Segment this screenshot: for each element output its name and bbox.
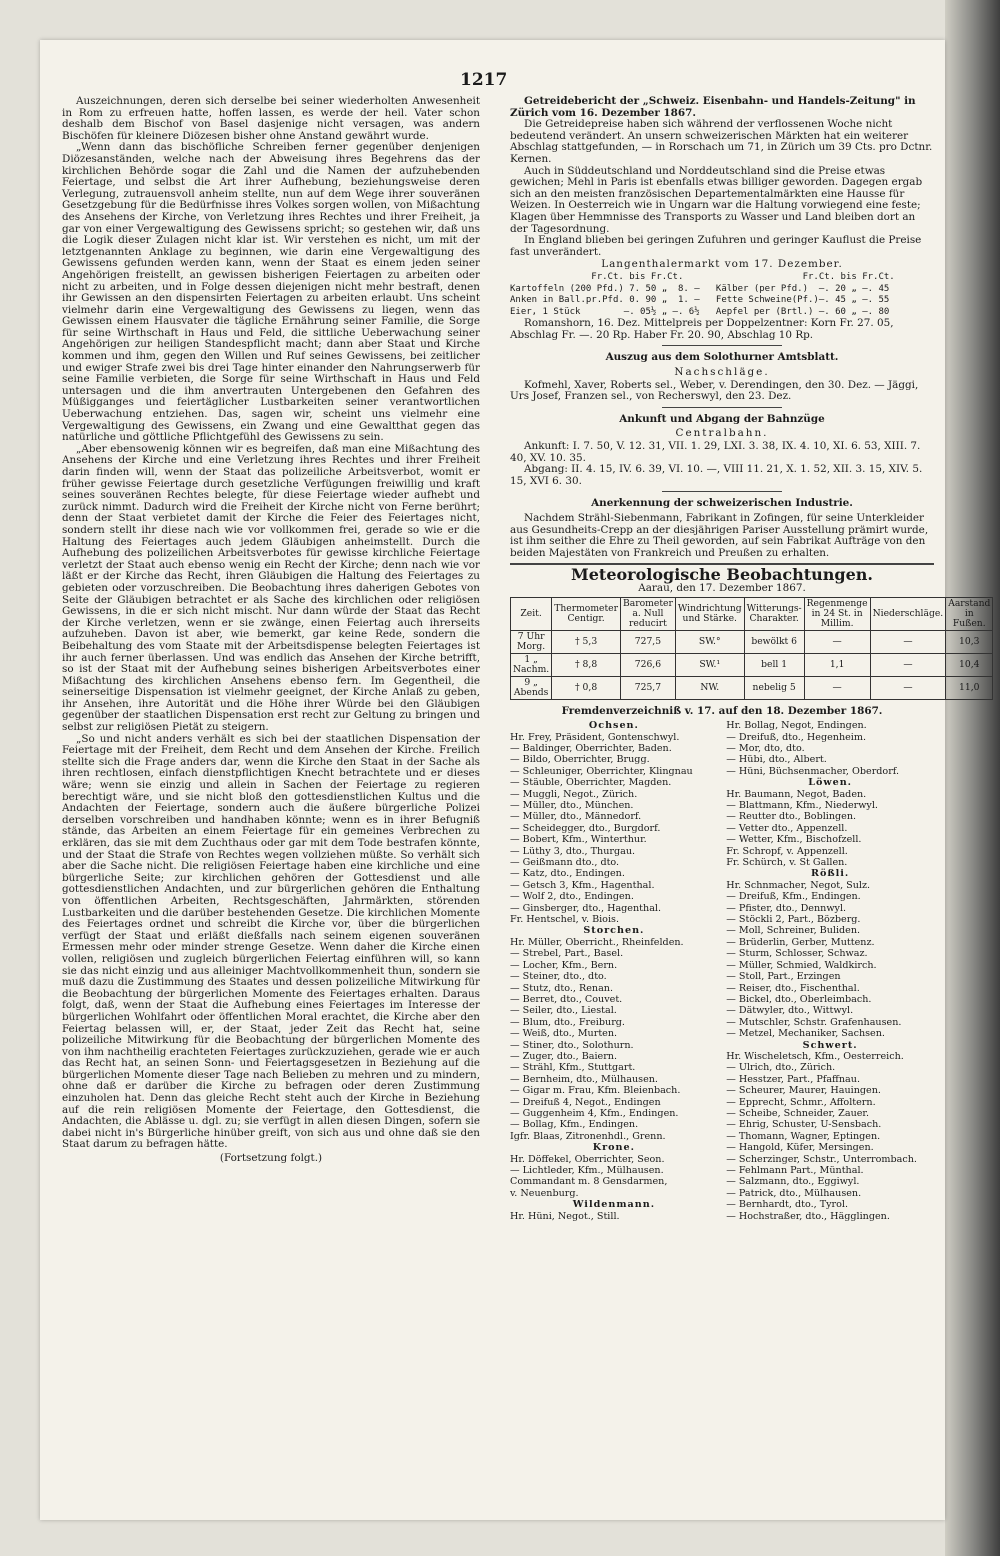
guest-entry: Hr. Frey, Präsident, Gontenschwyl. [510,731,680,743]
guest-entry: — Katz, dto., Endingen. [510,868,625,880]
meteo-row [511,653,993,676]
meteo-cell: — [804,630,870,653]
meteo-cell: 9 „ Abends [511,676,552,699]
guest-entry: — Bernheim, dto., Mülhausen. [510,1073,658,1085]
meteo-cell: 7 Uhr Morg. [511,630,552,653]
meteo-cell: SW.¹ [675,653,744,676]
section-divider [662,491,782,492]
guest-entry: Hr. Döffekel, Oberrichter, Seon. [510,1153,665,1165]
guest-entry: — Geißmann dto., dto. [510,857,620,869]
article-paragraph: „Wenn dann das bischöfliche Schreiben ferner gegenüber denjenigen Diözesanständen, welche nach der Abweisung ihres Begehrens das der kirchlichen Behörde sogar die Zahl und die Namen der aufzuhebenden Feiertage, und selbst die Art ihrer Aufhebung, beziehungsweise deren Verlegung, zutrauensvoll anheim stellte, nun auf dem Wege ihrer souveränen Gesetzgebung für die Bedürfnisse ihres Volkes sorgen wollen, von Mißachtung des Ansehens der Kirche, von Verletzung ihres Rechtes und ihrer Freiheit, ja gar von einer Vergewaltigung des Gewissens spricht; so gestehen wir, daß uns die Logik dieser Zulagen nicht klar ist. Wir verstehen es nicht, um mit der letztgenannten Anklage zu beginnen, wie darin eine Vergewaltigung des Gewissens gefunden werden kann, wenn der Staat es einem jeden seiner Angehörigen freistellt, an gewissen bisherigen Feiertagen zu arbeiten oder nicht zu arbeiten, und in Folge dessen diejenigen nicht mehr bestraft, denen ihr Gewissen an den dispensirten Feiertagen zu arbeiten erlaubt. Uns scheint vielmehr darin eine Vergewaltigung des Gewissens zu liegen, wenn das Gewissen einem Hausvater die tägliche Ernährung seiner Familie, die Sorge für seine Wirthschaft in Haus und Feld, die sittliche Ueberwachung seiner Angehörigen zur heiligen Standespflicht macht; dann aber Staat und Kirche kommen und ihm, gegen den Willen und Ruf seines Gewissens, bei zeitlicher und ewiger Strafe zwei bis drei Tage hinter einander den Nahrungserwerb für seine Familie verbieten, die Sorge für seine Wirthschaft in Haus und Feld untersagen und die ihm anvertrauten Untergebenen den Gefahren des Müßigganges und feiertäglicher Lustbarkeiten seiner verantwortlichen Ueberwachung entziehen. Das, sagen wir, scheint uns vielmehr eine Vergewaltigung des Gewissens, ein Zwang und eine Gewaltthat gegen das natürliche und göttliche Pflichtgefühl des Gewissens zu sein. [62,141,480,444]
guest-entry: — Mutschler, Schstr. Grafenhausen. [726,1016,902,1028]
grain-paragraph: Auch in Süddeutschland und Norddeutschland sind die Preise etwas gewichen; Mehl in Paris ist ebenfalls etwas billiger geworden. Dagegen ergab sich an den meisten französischen Departementalmärkten eine Hausse für Weizen. In Oesterreich wie in Ungarn war die Haltung vorwiegend eine feste; Klagen über Hemmnisse des Transports zu Wasser und Land bleiben dort an der Tagesordnung. [510,164,923,235]
guest-entry: — Fehlmann Part., Münthal. [726,1165,864,1176]
langenthal-market [510,259,934,341]
meteo-header-cell: Regenmenge in 24 St. in Millim. [804,597,870,630]
guest-entry: — Epprecht, Schmr., Affoltern. [726,1096,876,1108]
guest-entry: — Seiler, dto., Liestal. [510,1005,617,1017]
amtsblatt-title: Auszug aus dem Solothurner Amtsblatt. [605,351,839,364]
guest-entry: — Stutz, dto., Renan. [510,982,614,994]
meteo-cell: 10,3 [946,630,993,653]
page-number: 1217 [460,70,508,90]
guest-entry: — Blum, dto., Freiburg. [510,1016,625,1028]
guest-entry: — Lüthy 3, dto., Thurgau. [510,845,636,857]
guest-entry: Hr. Wischeletsch, Kfm., Oesterreich. [726,1050,904,1062]
meteo-header-cell: Thermometer Centigr. [552,597,621,630]
guest-entry: Hr. Schnmacher, Negot, Sulz. [726,879,871,891]
guest-entry: — Bobert, Kfm., Winterthur. [510,834,647,846]
guest-entry: — Sturm, Schlosser, Schwaz. [726,948,868,960]
article-paragraph: „So und nicht anders verhält es sich bei der staatlichen Dispensation der Feiertage mit der Freiheit, dem Recht und dem Ansehen der Kirche. Freilich stellte sich die Frage anders dar, wenn die Kirche den Staat in der Sache als ihren rechtlosen, einfach dienstpflichtigen Knecht betrachtete und er dieses wäre; wenn sie einzig und allein in Sachen der Feiertage zu regieren berechtigt wäre, und sie nicht bloß den gottesdienstlichen Kultus und die Andachten der Feiertage, sondern auch die äußere bürgerliche Polizei derselben vorschreiben und handhaben könnte; wenn es in ihrer Befugniß stände, das Arbeiten an einem Feiertage für ein gemeines Verbrechen zu erklären, das sie mit dem Zuchthaus oder gar mit dem Tode bestrafen könnte, und der Staat die Strafe von Rechtes wegen vollziehen müßte. So verhält sich aber die Sache nicht. Die religiösen Feiertage haben eine kirchliche und eine bürgerliche Seite; zur kirchlichen gehören der Gottesdienst und alle gottesdienstlichen Andachten, und zur bürgerlichen gehören die Enthaltung von öffentlichen Arbeiten, Rechtsgeschäften, Jahrmärkten, störenden Lustbarkeiten und die darüber bestehenden Gesetze. Die kirchlichen Momente des Feiertages ordnet und schreibt die Kirche vor, über die bürgerlichen verfügt der Staat und erläßt dießfalls nach seinem eigenen souveränen Ermessen mehr oder minder strenge Gesetze. Wenn daher die Kirche einen vollen, religiösen und zugleich bürgerlichen Feiertag einführen will, so kann sie das nicht einzig und aus alleiniger Machtvollkommenheit thun, sondern sie muß dazu die Zustimmung des Staates und dessen polizeiliche Mitwirkung für die Beobachtung der bürgerlichen Momente des Feiertages erhalten. Daraus folgt, daß, wenn der Staat die Aufhebung eines Feiertages im Interesse der bürgerlichen Wohlfahrt oder öffentlichen Moral erachtet, die Kirche aber den Feiertag belassen will, er, der Staat, jeder Zeit das Recht hat, seine polizeiliche Mitwirkung für die Beobachtung der bürgerlichen Momente des von ihm nachtheilig erachteten Feiertages zurückzuziehen, gerade wie er auch das Recht hat, an seinen Sonn- und Feiertagsgesetzen in Beziehung auf die bürgerlichen Momente dieser Tage nach Belieben zu mehren und zu mindern, ohne daß er darüber die Kirche zu befragen oder deren Zustimmung einzuholen hat. Denn das gleiche Recht steht auch der Kirche in Beziehung auf die rein religiösen Momente der Feiertage, den Gottesdienst, die Andachten, die Ablässe u. dgl. zu; sie verfügt in allen diesen Dingen, sofern sie dabei nicht in's Bürgerliche hinüber greift, von sich aus und ohne daß sie den Staat darum zu befragen hätte. [62,732,480,1151]
guest-entry: — Scheibe, Schneider, Zauer. [726,1107,870,1119]
meteo-cell: 1 „ Nachm. [511,653,552,676]
meteo-cell: SW.° [675,630,744,653]
industry-title: Anerkennung der schweizerischen Industrie. [591,497,853,510]
article-paragraph: „Aber ebensowenig können wir es begreifen, daß man eine Mißachtung des Ansehens der Kirche und eine Verletzung ihres Rechtes und ihrer Freiheit darin finden will, wenn der Staat das polizeiliche Arbeitsverbot, womit er früher gewisse Feiertage durch gesetzliche Verfügungen freiwillig und kraft seines souveränen Rechtes belegte, für diese Feiertage wieder aufhebt und zurück nimmt. Dadurch wird die Freiheit der Kirche nicht von Ferne berührt; denn der Staat verbietet damit der Kirche die Feier des Feiertages nicht, sondern stellt ihr diese nach wie vor vollkommen frei, gerade so wie er die Haltung des Feiertages auch jedem Gläubigen anheimstellt. Durch die Aufhebung des polizeilichen Arbeitsverbotes für gewisse kirchliche Feiertage verletzt der Staat auch ebenso wenig ein Recht der Kirche; denn nach wie vor läßt er der Kirche das Recht, ihren Gläubigen die Haltung des Feiertages zu gebieten oder vorzuschreiben. Die Beobachtung ihres daherigen Gebotes von Seite der Gläubigen betrachtet er als Sache des kirchlichen oder religiösen Gewissens, in die er sich nicht mischt. Nur dann würde der Staat das Recht der Kirche verletzen, wenn er sie zwänge, einen Feiertag auch ihrerseits aufzuheben. Davon ist aber, wie bemerkt, gar keine Rede, sondern die Beibehaltung des vom Staate mit der Arbeitsdispense belegten Feiertages ist ihr auch ferner überlassen. Und was endlich das Ansehen der Kirche betrifft, so ist der Staat mit der Aufhebung seines bisherigen Arbeitsverbotes einer Mißachtung des kirchlichen Ansehens ebenso fern. Im Gegentheil, die seinerseitige Dispensation ist vielmehr geeignet, der Kirche Anlaß zu geben, ihr Ansehen, ihre Autorität und die Höhe ihrer Würde bei den Gläubigen gegenüber der staatlichen Dispensation erst recht zur Geltung zu bringen und selbst zur religiösen Pietät zu steigern. [62,442,480,734]
amtsblatt-text: Kofmehl, Xaver, Roberts sel., Weber, v. Derendingen, den 30. Dez. — Jäggi, Urs Josef, Franzen sel., von Recherswyl, den 23. Dez. [510,378,919,403]
guest-entry: Igfr. Blaas, Zitronenhdl., Grenn. [510,1130,666,1142]
guest-entry: — Hüni, Büchsenmacher, Oberdorf. [726,765,900,777]
guest-entry: — Getsch 3, Kfm., Hagenthal. [510,879,655,891]
hotel-name: Ochsen. [588,720,639,732]
langenthal-row: Eier, 1 Stück —. 05½ „ —. 6½ Aepfel per (Brtl.) —. 60 „ —. 80 [510,306,890,317]
hotel-name: Krone. [592,1142,635,1154]
guest-entry: — Gigar m. Frau, Kfm. Bleienbach. [510,1085,681,1097]
guest-entry: — Muggli, Negot., Zürich. [510,788,638,800]
guest-entry: — Müller, dto., Männedorf. [510,811,642,823]
meteo-cell: — [870,676,946,699]
meteo-cell: — [804,676,870,699]
guest-entry: — Dätwyler, dto., Wittwyl. [726,1005,854,1017]
meteo-row [511,676,993,699]
guest-entry: — Bickel, dto., Oberleimbach. [726,993,872,1005]
right-column [510,95,991,1496]
industry-text: Nachdem Strähl-Siebenmann, Fabrikant in Zofingen, für seine Unterkleider aus Gesundheits-Crepp an der diesjährigen Pariser Ausstellung prämirt wurde, ist ihm seither die Ehre zu Theil geworden, auf sein Fabrikat Aufträge von den beiden Majestäten von Frankreich und Preußen zu erhalten. [510,512,929,559]
guest-entry: — Locher, Kfm., Bern. [510,959,618,971]
guest-entry: Fr. Schürch, v. St Gallen. [726,857,848,869]
guest-entry: Commandant m. 8 Gensdarmen, [510,1176,668,1188]
meteo-header-cell: Witterungs-Charakter. [744,597,804,630]
langenthal-row: Kartoffeln (200 Pfd.) 7. 50 „ 8. — Kälber (per Pfd.) —. 20 „ —. 45 [510,283,890,294]
train-schedule-title: Ankunft und Abgang der Bahnzüge [619,412,825,425]
article-paragraph: Auszeichnungen, deren sich derselbe bei seiner wiederholten Anwesenheit in Rom zu erfreuen hatte, hoffen lassen, es werde der heil. Vater schon deshalb dem Bischof von Basel dasjenige nicht versagen, was andern Bischöfen für kleinere Diözesen bisher ohne Anstand gewährt wurde. [62,95,480,142]
meteo-header-cell: Aarstand in Fußen. [946,597,993,630]
guest-entry: — Scheurer, Maurer, Hauingen. [726,1085,881,1097]
meteo-header-cell: Barometer a. Null reducirt [621,597,676,630]
continuation-note: (Fortsetzung folgt.) [219,1152,323,1165]
hotel-name: Storchen. [583,925,645,937]
guest-entry: — Wetter, Kfm., Bischofzell. [726,834,862,846]
meteo-row [511,630,993,653]
guest-entry: — Scherzinger, Schstr., Unterrombach. [726,1153,917,1165]
meteo-cell: 10,4 [946,653,993,676]
guest-entry: — Weiß, dto., Murten. [510,1028,618,1040]
meteo-cell: 11,0 [946,676,993,699]
guest-entry: — Wolf 2, dto., Endingen. [510,891,634,903]
train-schedule-subtitle: Centralbahn. [675,427,769,440]
guest-entry: — Brüderlin, Gerber, Muttenz. [726,936,875,948]
guest-entry: — Müller, Schmied, Waldkirch. [726,959,877,971]
guest-entry: — Reutter dto., Boblingen. [726,811,857,823]
guest-entry: — Reiser, dto., Fischenthal. [726,982,860,994]
guest-entry: Hr. Müller, Oberricht., Rheinfelden. [510,936,684,948]
guest-entry: — Schleuniger, Oberrichter, Klingnau [510,765,693,777]
meteo-cell: 727,5 [621,630,676,653]
meteo-cell: † 5,3 [552,630,621,653]
hotel-name: Rößli. [810,868,850,880]
guest-entry: — Bernhardt, dto., Tyrol. [726,1199,849,1211]
guest-entry: — Ginsberger, dto., Hagenthal. [510,902,662,914]
guest-entry: — Metzel, Mechaniker, Sachsen. [726,1028,885,1040]
train-departures: Abgang: II. 4. 15, IV. 6. 39, VI. 10. —, VIII 11. 21, X. 1. 52, XII. 3. 15, XIV. 5. 15, XVI 6. 30. [510,463,923,487]
langenthal-title: Langenthalermarkt vom 17. Dezember. [601,258,843,271]
meteo-cell: — [870,630,946,653]
left-column-article [62,96,480,1486]
grain-report-title: Getreidebericht der „Schweiz. Eisenbahn- und Handels-Zeitung" in Zürich vom 16. Dezember 1867. [510,95,916,119]
meteo-cell: 1,1 [804,653,870,676]
guest-entry: — Bildo, Oberrichter, Brugg. [510,754,650,766]
section-divider [662,407,782,408]
guest-entry: — Salzmann, dto., Eggiwyl. [726,1176,860,1188]
guest-entry: — Scheidegger, dto., Burgdorf. [510,822,661,834]
meteo-cell: 725,7 [621,676,676,699]
guest-entry: — Pfister, dto., Dennwyl. [726,902,847,914]
guest-entry: — Hangold, Küfer, Mersingen. [726,1142,874,1154]
meteo-cell: nebelig 5 [744,676,804,699]
guest-entry: — Hübi, dto., Albert. [726,754,827,766]
newspaper-page [40,40,991,1520]
guest-entry: — Mor, dto, dto. [726,742,805,754]
meteo-cell: † 0,8 [552,676,621,699]
train-arrivals: Ankunft: I. 7. 50, V. 12. 31, VII. 1. 29, LXI. 3. 38, IX. 4. 10, XI. 6. 53, XIII. 7. 40, XV. 10. 35. [510,440,921,464]
guest-entry: Hr. Bollag, Negot, Endingen. [726,720,867,732]
meteo-cell: bell 1 [744,653,804,676]
hotel-name: Löwen. [808,777,853,789]
meteo-cell: — [870,653,946,676]
guest-entry: — Müller, dto., München. [510,800,634,811]
guest-list [510,720,934,1222]
guest-entry: — Vetter dto., Appenzell. [726,822,848,834]
guest-entry: — Ulrich, dto., Zürich. [726,1062,836,1074]
guest-list-title: Fremdenverzeichniß v. 17. auf den 18. Dezember 1867. [561,704,883,717]
meteo-cell: NW. [675,676,744,699]
grain-paragraph: In England blieben bei geringen Zufuhren und geringer Kauflust die Preise fast unverändert. [510,234,922,258]
guest-entry: — Patrick, dto., Mülhausen. [726,1187,862,1199]
meteo-cell: bewölkt 6 [744,630,804,653]
meteo-header-cell: Niederschläge. [870,597,946,630]
guest-entry: — Thomann, Wagner, Eptingen. [726,1130,881,1142]
guest-entry: — Stoll, Part., Erzingen [726,971,841,983]
guest-entry: — Hochstraßer, dto., Hägglingen. [726,1210,890,1222]
guest-entry: — Moll, Schreiner, Buliden. [726,925,861,937]
guest-entry: Fr. Schropf, v. Appenzell. [726,845,848,857]
guest-entry: — Stöckli 2, Part., Bözberg. [726,914,861,926]
amtsblatt-subtitle: Nachschläge. [674,366,770,379]
hotel-name: Wildenmann. [572,1199,656,1211]
meteo-subtitle: Aarau, den 17. Dezember 1867. [638,581,806,594]
guest-entry: — Dreifuß, dto., Hegenheim. [726,731,867,743]
guest-entry: v. Neuenburg. [510,1187,579,1199]
guest-entry: — Berret, dto., Couvet. [510,993,623,1005]
guest-entry: — Zuger, dto., Baiern. [510,1050,618,1062]
langenthal-row: Anken in Ball.pr.Pfd. 0. 90 „ 1. — Fette Schweine(Pf.)—. 45 „ —. 55 [510,295,890,306]
meteo-title: Meteorologische Beobachtungen. [571,565,873,585]
guest-entry: Fr. Hentschel, v. Biois. [510,914,620,926]
guest-list-column [726,720,934,1222]
book-binding-edge [945,0,1000,1556]
meteo-cell: † 8,8 [552,653,621,676]
guest-entry: — Ehrig, Schuster, U-Sensbach. [726,1119,882,1131]
hotel-name: Schwert. [802,1039,858,1051]
section-divider [662,345,782,346]
guest-entry: Hr. Hüni, Negot., Still. [510,1210,620,1222]
guest-list-column [510,720,718,1222]
guest-entry: — Strähl, Kfm., Stuttgart. [510,1062,636,1074]
guest-entry: — Dreifuß 4, Negot., Endingen [510,1096,661,1108]
guest-entry: — Strebel, Part., Basel. [510,948,624,960]
grain-paragraph: Die Getreidepreise haben sich während der verflossenen Woche nicht bedeutend verändert. An unsern schweizerischen Märkten hat ein weiterer Abschlag stattgefunden, — in Rorschach um 71, in Zürich um 39 Cts. pro Dctnr. Kernen. [510,118,933,165]
guest-entry: — Bollag, Kfm., Endingen. [510,1119,639,1131]
guest-entry: — Baldinger, Oberrichter, Baden. [510,742,672,754]
guest-entry: — Dreifuß, Kfm., Endingen. [726,891,861,903]
guest-entry: — Steiner, dto., dto. [510,971,607,983]
guest-entry: Hr. Baumann, Negot, Baden. [726,788,867,800]
meteo-header-cell: Zeit. [511,597,552,630]
meteo-header-row [511,597,993,630]
grain-report [510,96,934,258]
guest-entry: — Blattmann, Kfm., Niederwyl. [726,800,878,811]
meteo-cell: 726,6 [621,653,676,676]
meteo-table [510,597,993,700]
guest-entry: — Stiner, dto., Solothurn. [510,1039,634,1051]
langenthal-header: Fr.Ct. bis Fr.Ct. Fr.Ct. bis Fr.Ct. [510,271,895,282]
guest-entry: — Lichtleder, Kfm., Mülhausen. [510,1165,664,1176]
romanshorn-report: Romanshorn, 16. Dez. Mittelpreis per Doppelzentner: Korn Fr. 27. 05, Abschlag Fr. —. 20 Rp. Haber Fr. 20. 90, Abschlag 10 Rp. [510,317,894,341]
guest-entry: — Stäuble, Oberrichter, Magden. [510,777,672,789]
guest-entry: — Guggenheim 4, Kfm., Endingen. [510,1107,679,1119]
meteo-header-cell: Windrichtung und Stärke. [675,597,744,630]
guest-entry: — Hesstzer, Part., Pfaffnau. [726,1073,861,1085]
